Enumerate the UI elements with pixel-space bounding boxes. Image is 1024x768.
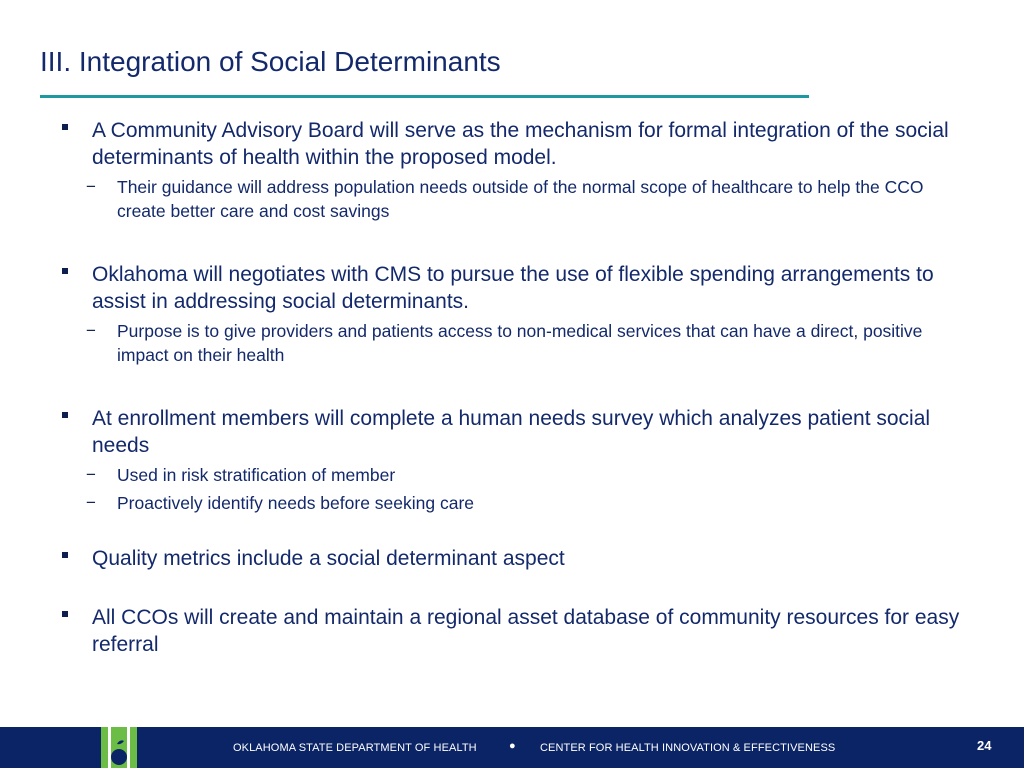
square-bullet-icon (62, 268, 68, 274)
sub-bullet-item (58, 175, 963, 223)
dash-bullet-icon: − (86, 493, 96, 512)
sub-bullet-item (58, 319, 963, 367)
square-bullet-icon (62, 552, 68, 558)
title-divider (40, 95, 809, 98)
sub-bullet-text: Proactively identify needs before seeking care (117, 493, 475, 513)
square-bullet-icon (62, 611, 68, 617)
sub-bullet-text: Purpose is to give providers and patients access to non-medical services that can have a direct, positive impact on their health (117, 321, 923, 365)
sub-bullet-text: Used in risk stratification of member (117, 465, 396, 485)
page-number: 24 (977, 738, 992, 753)
bullet-item (58, 117, 963, 223)
footer-separator: ● (509, 740, 516, 752)
bullet-text: A Community Advisory Board will serve as the mechanism for formal integration of the social determinants of health within the proposed model. (92, 119, 949, 169)
dash-bullet-icon: − (86, 465, 96, 484)
footer-org-left: OKLAHOMA STATE DEPARTMENT OF HEALTH (233, 742, 477, 754)
bullet-list (58, 117, 963, 688)
bullet-item (58, 604, 963, 658)
square-bullet-icon (62, 412, 68, 418)
square-bullet-icon (62, 124, 68, 130)
dash-bullet-icon: − (86, 321, 96, 340)
footer-bar (0, 727, 1024, 768)
sub-bullet-item (58, 463, 963, 487)
bullet-text: At enrollment members will complete a human needs survey which analyzes patient social needs (92, 407, 931, 457)
bullet-item (58, 405, 963, 515)
bullet-item (58, 545, 963, 572)
slide-title: III. Integration of Social Determinants (40, 46, 501, 77)
bullet-item (58, 261, 963, 367)
dash-bullet-icon: − (86, 177, 96, 196)
sub-bullet-item (58, 491, 963, 515)
bullet-text: Oklahoma will negotiates with CMS to pursue the use of flexible spending arrangements to assist in addressing social determinants. (92, 263, 934, 313)
bullet-text: Quality metrics include a social determinant aspect (92, 547, 565, 570)
osdh-logo-icon (101, 727, 137, 768)
sub-bullet-text: Their guidance will address population needs outside of the normal scope of healthcare to help the CCO create better care and cost savings (117, 177, 924, 221)
footer-org-right: CENTER FOR HEALTH INNOVATION & EFFECTIVENESS (540, 742, 836, 754)
bullet-text: All CCOs will create and maintain a regional asset database of community resources for easy referral (92, 606, 960, 656)
